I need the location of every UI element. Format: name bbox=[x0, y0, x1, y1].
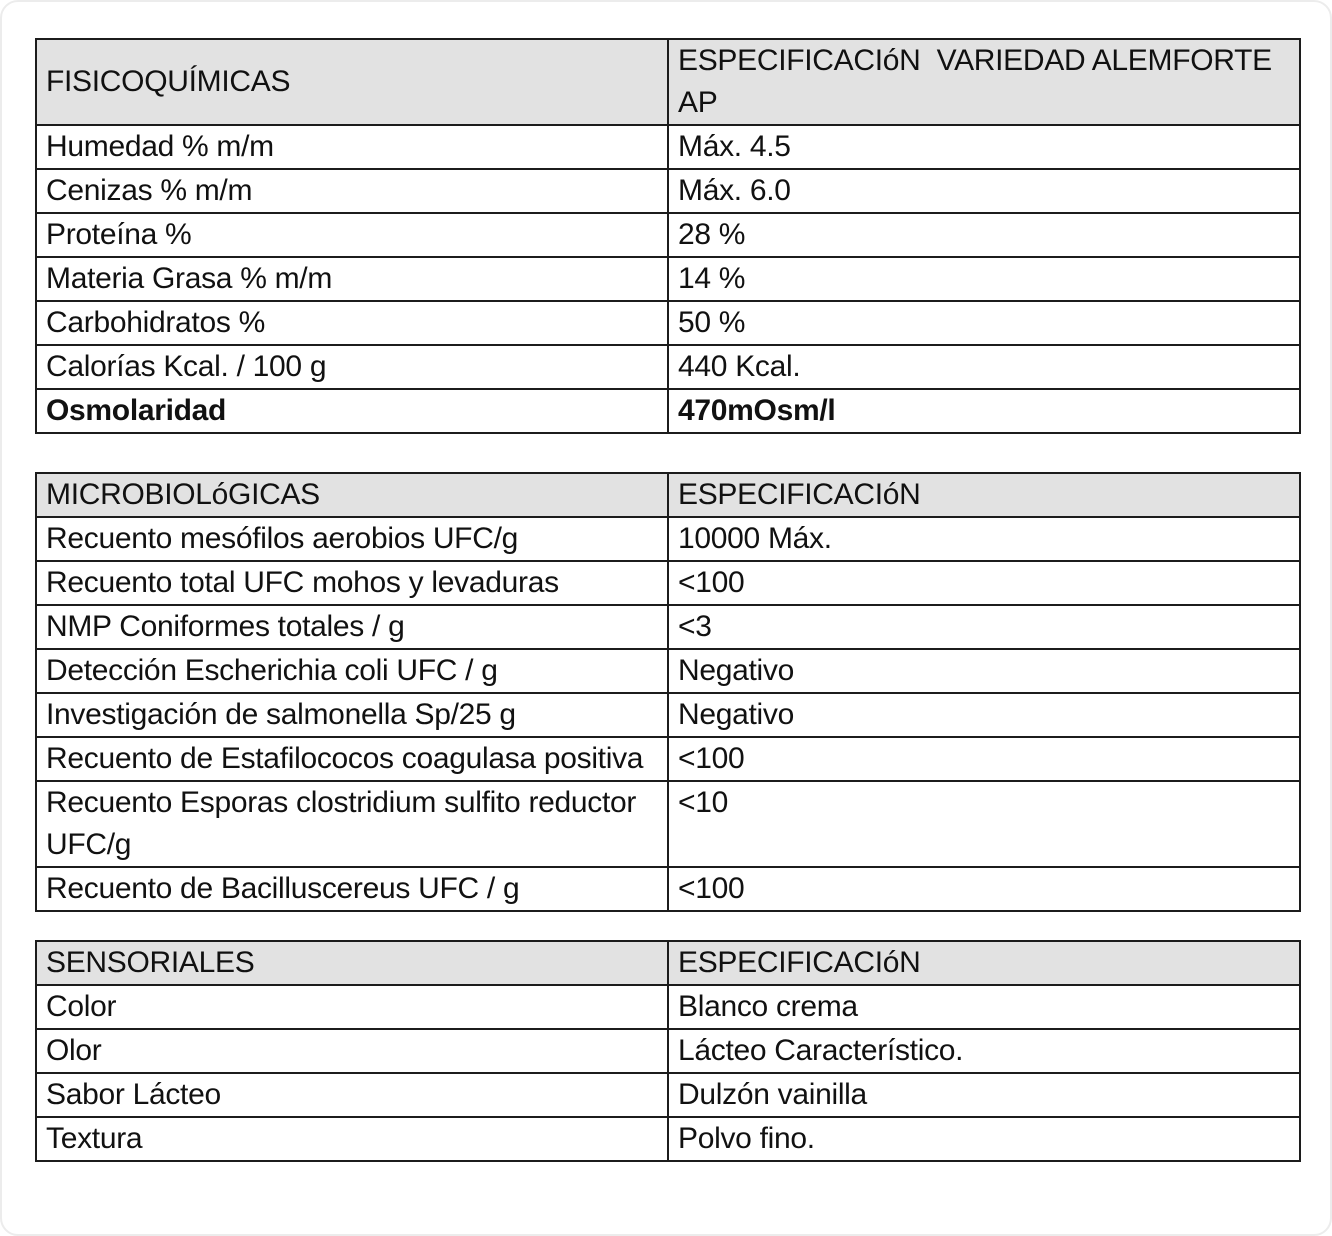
table-row bbox=[36, 649, 1300, 693]
sensoriales-table bbox=[35, 940, 1301, 1162]
fisicoquimicas-header-category: FISICOQUÍMICAS bbox=[36, 39, 668, 125]
row-value: <100 bbox=[668, 867, 1300, 911]
table-row-osmolaridad bbox=[36, 389, 1300, 433]
row-label: Cenizas % m/m bbox=[36, 169, 668, 213]
table-row bbox=[36, 301, 1300, 345]
table-row bbox=[36, 561, 1300, 605]
row-label: Carbohidratos % bbox=[36, 301, 668, 345]
row-value: 50 % bbox=[668, 301, 1300, 345]
row-label: Recuento de Estafilococos coagulasa positiva bbox=[36, 737, 668, 781]
table-row bbox=[36, 517, 1300, 561]
sensoriales-header-row bbox=[36, 941, 1300, 985]
row-label: Humedad % m/m bbox=[36, 125, 668, 169]
fisicoquimicas-header-spec: ESPECIFICACIóN VARIEDAD ALEMFORTE AP bbox=[668, 39, 1300, 125]
table-row bbox=[36, 1117, 1300, 1161]
row-label: Investigación de salmonella Sp/25 g bbox=[36, 693, 668, 737]
microbiologicas-header-spec: ESPECIFICACIóN bbox=[668, 473, 1300, 517]
fisicoquimicas-table bbox=[35, 38, 1301, 434]
microbiologicas-header-row bbox=[36, 473, 1300, 517]
row-value: Negativo bbox=[668, 649, 1300, 693]
row-value: 440 Kcal. bbox=[668, 345, 1300, 389]
table-row bbox=[36, 1029, 1300, 1073]
sensoriales-header-category: SENSORIALES bbox=[36, 941, 668, 985]
row-label: Recuento Esporas clostridium sulfito reductor UFC/g bbox=[36, 781, 668, 867]
row-value: Blanco crema bbox=[668, 985, 1300, 1029]
row-value: <100 bbox=[668, 561, 1300, 605]
microbiologicas-header-category: MICROBIOLóGICAS bbox=[36, 473, 668, 517]
table-row bbox=[36, 605, 1300, 649]
table-row bbox=[36, 213, 1300, 257]
row-value: Negativo bbox=[668, 693, 1300, 737]
row-label: NMP Coniformes totales / g bbox=[36, 605, 668, 649]
row-value: Máx. 6.0 bbox=[668, 169, 1300, 213]
row-value: <100 bbox=[668, 737, 1300, 781]
row-value: <3 bbox=[668, 605, 1300, 649]
row-label: Sabor Lácteo bbox=[36, 1073, 668, 1117]
row-label: Proteína % bbox=[36, 213, 668, 257]
row-value: Lácteo Característico. bbox=[668, 1029, 1300, 1073]
row-label: Recuento total UFC mohos y levaduras bbox=[36, 561, 668, 605]
row-value: Máx. 4.5 bbox=[668, 125, 1300, 169]
table-row bbox=[36, 1073, 1300, 1117]
table-row bbox=[36, 693, 1300, 737]
row-value: 10000 Máx. bbox=[668, 517, 1300, 561]
table-row bbox=[36, 985, 1300, 1029]
row-label: Recuento de Bacilluscereus UFC / g bbox=[36, 867, 668, 911]
row-label: Recuento mesófilos aerobios UFC/g bbox=[36, 517, 668, 561]
fisicoquimicas-header-row bbox=[36, 39, 1300, 125]
table-row bbox=[36, 737, 1300, 781]
row-value: Polvo fino. bbox=[668, 1117, 1300, 1161]
row-value: Dulzón vainilla bbox=[668, 1073, 1300, 1117]
table-row bbox=[36, 867, 1300, 911]
row-label: Textura bbox=[36, 1117, 668, 1161]
row-label: Detección Escherichia coli UFC / g bbox=[36, 649, 668, 693]
table-row bbox=[36, 345, 1300, 389]
row-label: Osmolaridad bbox=[36, 389, 668, 433]
row-value: 28 % bbox=[668, 213, 1300, 257]
row-label: Olor bbox=[36, 1029, 668, 1073]
table-row bbox=[36, 781, 1300, 867]
row-value: 470mOsm/l bbox=[668, 389, 1300, 433]
row-label: Color bbox=[36, 985, 668, 1029]
row-label: Materia Grasa % m/m bbox=[36, 257, 668, 301]
row-label: Calorías Kcal. / 100 g bbox=[36, 345, 668, 389]
row-value: 14 % bbox=[668, 257, 1300, 301]
sensoriales-header-spec: ESPECIFICACIóN bbox=[668, 941, 1300, 985]
table-row bbox=[36, 257, 1300, 301]
table-row bbox=[36, 169, 1300, 213]
microbiologicas-table bbox=[35, 472, 1301, 912]
row-value: <10 bbox=[668, 781, 1300, 867]
table-row bbox=[36, 125, 1300, 169]
